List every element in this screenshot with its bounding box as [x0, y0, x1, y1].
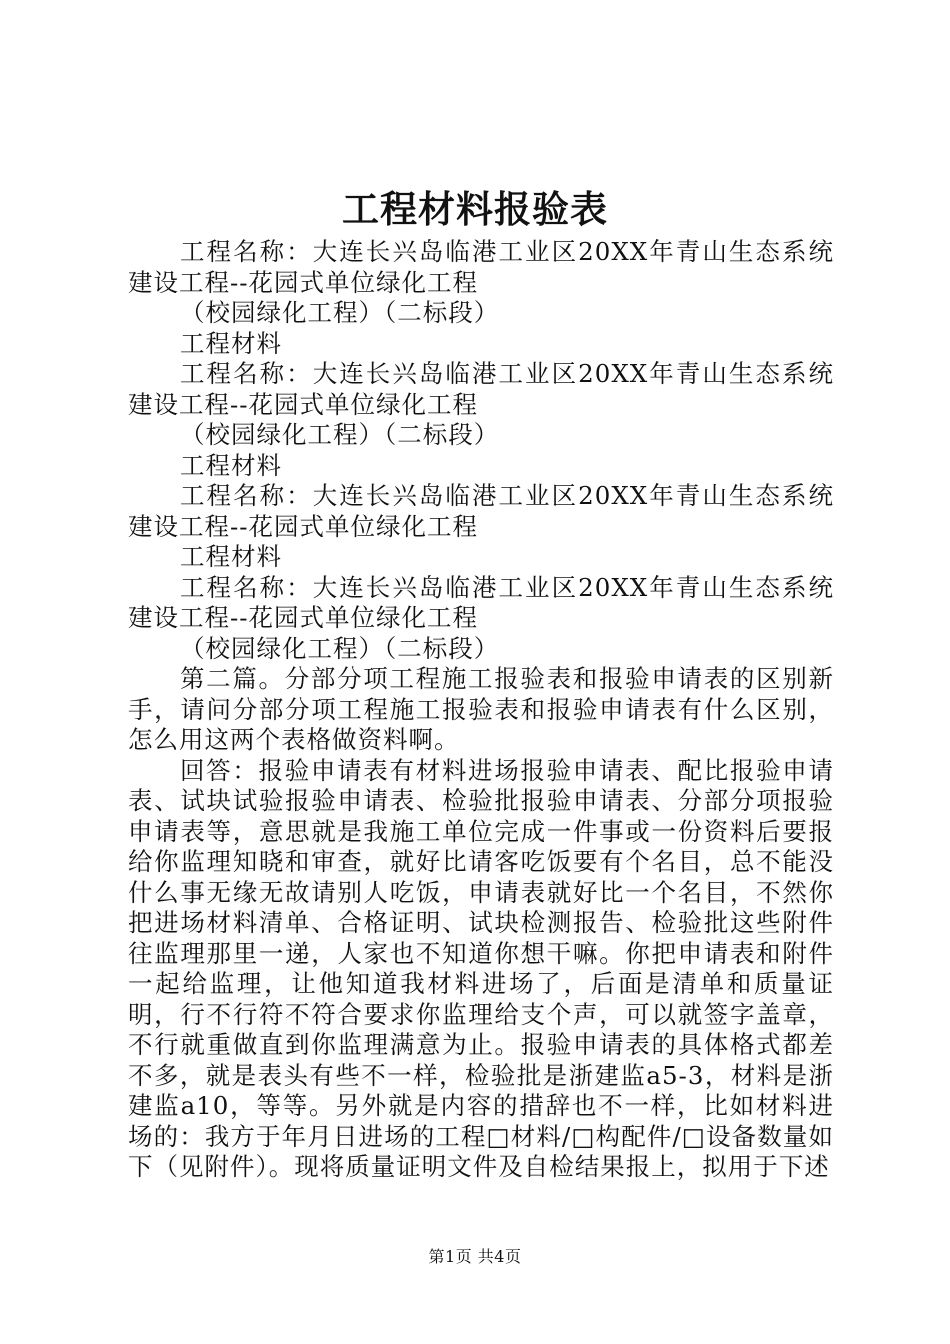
paragraph-question: 第二篇。分部分项工程施工报验表和报验申请表的区别新手，请问分部分项工程施工报验表和报验申请表有什么区别，怎么用这两个表格做资料啊。 — [128, 664, 834, 754]
paragraph-project-name: 工程名称：大连长兴岛临港工业区20XX年青山生态系统建设工程--花园式单位绿化工程 — [128, 359, 834, 419]
paragraph-materials: 工程材料 — [180, 328, 282, 358]
paragraph-materials: 工程材料 — [180, 542, 282, 571]
document-body — [128, 237, 834, 1183]
paragraph-answer: 回答：报验申请表有材料进场报验申请表、配比报验申请表、试块试验报验申请表、检验批报验申请表、分部分项报验申请表等，意思就是我施工单位完成一件事或一份资料后要报给你监理知晓和审查，就好比请客吃饭要有个名目，总不能没什么事无缘无故请别人吃饭，申请表就好比一个名目，不然你把进场材料清单、合格证明、试块检测报告、检验批这些附件往监理那里一递，人家也不知道你想干嘛。你把申请表和附件一起给监理，让他知道我材料进场了，后面是清单和质量证明，行不行符不符合要求你监理给支个声，可以就签字盖章，不行就重做直到你监理满意为止。报验申请表的具体格式都差不多，就是表头有些不一样，检验批是浙建监a5-3，材料是浙建监a10，等等。另外就是内容的措辞也不一样，比如材料进场的：我方于年月日进场的工程□材料/□构配件/□设备数量如下（见附件）。现将质量证明文件及自检结果报上，拟用于下述 — [128, 755, 834, 1181]
paragraph-section: （校园绿化工程）（二标段） — [180, 298, 500, 327]
paragraph-section: （校园绿化工程）（二标段） — [180, 633, 500, 663]
page-number-footer: 第1页 共4页 — [428, 1247, 522, 1266]
paragraph-section: （校园绿化工程）（二标段） — [180, 420, 500, 449]
paragraph-materials: 工程材料 — [180, 450, 282, 480]
paragraph-project-name: 工程名称：大连长兴岛临港工业区20XX年青山生态系统建设工程--花园式单位绿化工程 — [128, 237, 834, 297]
paragraph-project-name: 工程名称：大连长兴岛临港工业区20XX年青山生态系统建设工程--花园式单位绿化工程 — [128, 481, 834, 541]
paragraph-project-name: 工程名称：大连长兴岛临港工业区20XX年青山生态系统建设工程--花园式单位绿化工程 — [128, 572, 834, 632]
document-title: 工程材料报验表 — [342, 187, 608, 231]
